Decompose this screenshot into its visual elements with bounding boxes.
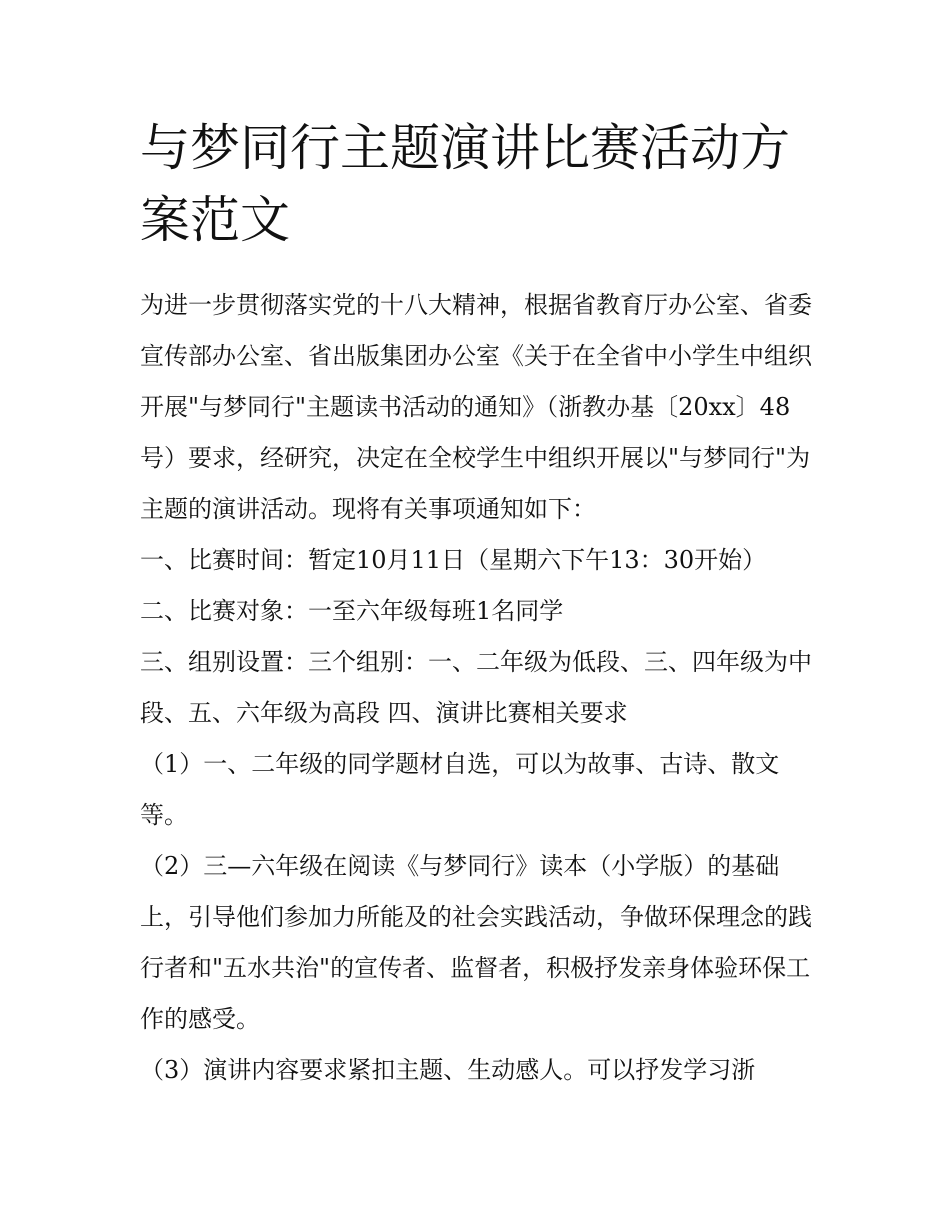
paragraph-groups: 三、组别设置：三个组别：一、二年级为低段、三、四年级为中段、五、六年级为高段 四、演讲比赛相关要求 [140,648,812,727]
paragraph-time: 一、比赛时间：暂定10月11日（星期六下午13：30开始） [140,546,767,574]
paragraph-requirement-3: （3）演讲内容要求紧扣主题、生动感人。可以抒发学习浙 [140,1056,756,1084]
paragraph-requirement-1: （1）一、二年级的同学题材自选，可以为故事、古诗、散文等。 [140,750,780,829]
paragraph-participants: 二、比赛对象：一至六年级每班1名同学 [140,597,564,625]
paragraph-intro: 为进一步贯彻落实党的十八大精神，根据省教育厅办公室、省委宣传部办公室、省出版集团办公室《关于在全省中小学生中组织开展"与梦同行"主题读书活动的通知》（浙教办基〔20xx〕48号）要求，经研究，决定在全校学生中组织开展以"与梦同行"为主题的演讲活动。现将有关事项通知如下： [140,291,812,523]
document-title: 与梦同行主题演讲比赛活动方案范文 [140,119,790,249]
document-body [140,280,820,1096]
paragraph-requirement-2: （2）三—六年级在阅读《与梦同行》读本（小学版）的基础上，引导他们参加力所能及的社会实践活动，争做环保理念的践行者和"五水共治"的宣传者、监督者，积极抒发亲身体验环保工作的感受。 [140,852,812,1033]
